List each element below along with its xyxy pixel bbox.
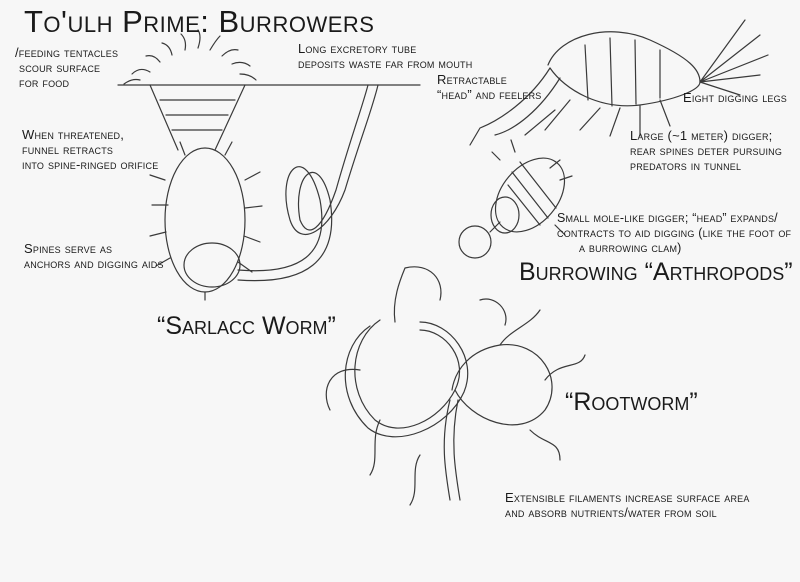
large-digger-label: Large (~1 meter) digger; rear spines deter pursuing predators in tunnel — [630, 128, 783, 173]
rootworm-heading: “Rootworm” — [565, 388, 698, 416]
sarlacc-worm-heading: “Sarlacc Worm” — [157, 312, 336, 340]
threatened-label: When threatened, funnel retracts into spine-ringed orifice — [22, 127, 159, 172]
rootworm-drawing — [326, 267, 585, 505]
page-title: To'ulh Prime: Burrowers — [24, 4, 375, 39]
filaments-label: Extensible filaments increase surface area and absorb nutrients/water from soil — [505, 490, 750, 520]
excretory-tube-label: Long excretory tube deposits waste far from mouth — [298, 41, 473, 71]
burrowing-arthropods-heading: Burrowing “Arthropods” — [519, 258, 793, 286]
spines-label: Spines serve as anchors and digging aids — [24, 241, 164, 271]
small-digger-label: Small mole-like digger; “head” expands/ contracts to aid digging (like the foot of a burrowing clam) — [557, 211, 792, 255]
eight-digging-legs-label: Eight digging legs — [683, 90, 788, 105]
feeding-tentacles-label: /feeding tentacles scour surface for food — [15, 45, 119, 90]
retractable-head-label: Retractable “head” and feelers — [437, 72, 542, 102]
